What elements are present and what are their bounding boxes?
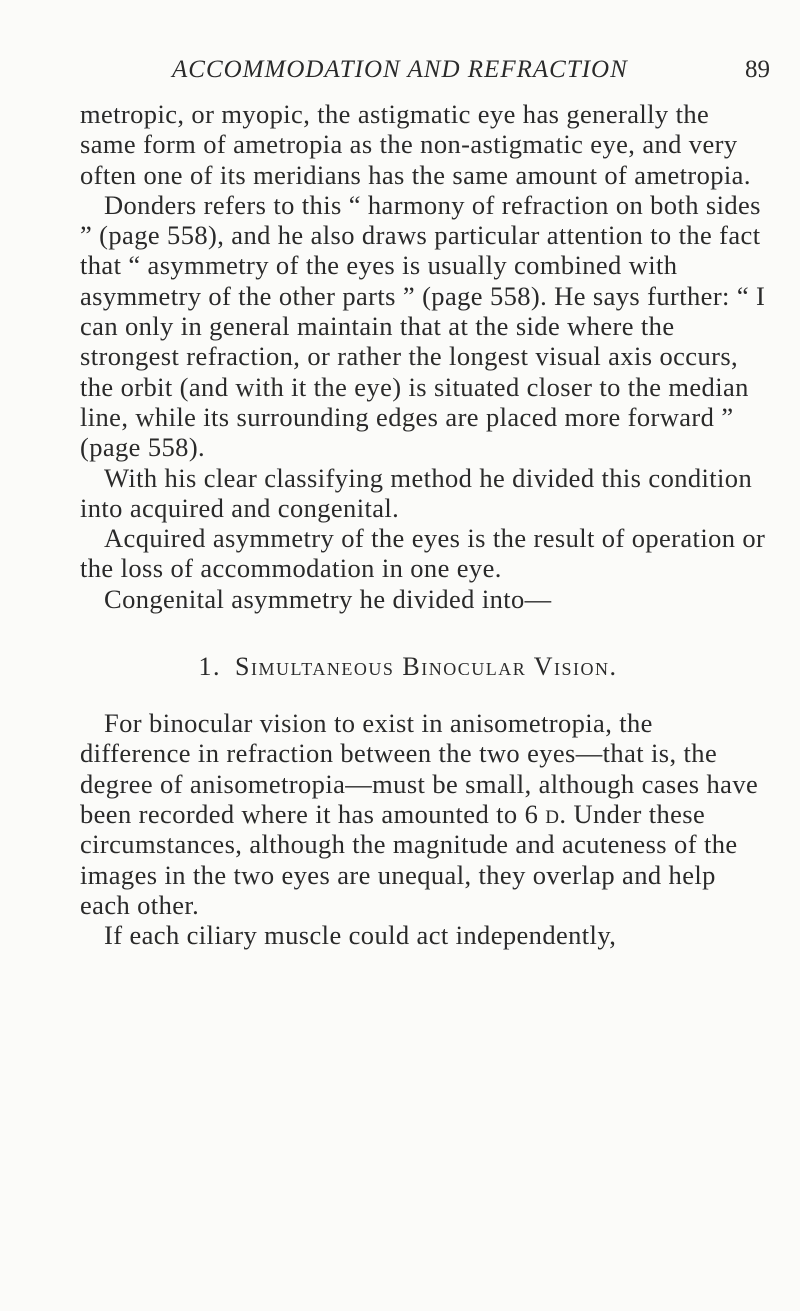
paragraph-3: With his clear classifying method he divided this condition into acquired and congenital. [80,462,753,523]
paragraph-7: If each ciliary muscle could act independently, [104,920,617,951]
section-title: Simultaneous Binocular Vision. [235,652,618,682]
paragraph-6-text-a: For binocular vision to exist in anisometropia, the difference in refraction between the two eyes—that is, the degree of anisometropia—must be small, although cases have been recorded where it has amounted to 6 [80,708,759,829]
running-title: ACCOMMODATION AND REFRACTION [172,56,628,83]
diopter-unit: d. [545,798,567,829]
paragraph-6-text-b: Under these circumstances, although the magnitude and acuteness of the images in the two eyes are unequal, they overlap and help each other. [80,798,738,920]
book-page [80,56,770,950]
section-number: 1. [198,652,221,682]
paragraph-2: Donders refers to this “ harmony of refraction on both sides ” (page 558), and he also draws particular attention to the fact that “ asymmetry of the eyes is usually combined with asymmetry of the other parts ” (page 558). He says further: “ I can only in general maintain that at the side where the strongest refraction, or rather the longest visual axis occurs, the orbit (and with it the eye) is situated closer to the median line, while its surrounding edges are placed more forward ” (page 558). [80,189,766,463]
page-number: 89 [745,56,770,83]
paragraph-5: Congenital asymmetry he divided into— [104,583,552,614]
running-head [80,56,770,96]
paragraph-4: Acquired asymmetry of the eyes is the result of operation or the loss of accommodation in one eye. [80,523,766,584]
paragraph-1: metropic, or myopic, the astigmatic eye has generally the same form of ametropia as the non-astigmatic eye, and very often one of its meridians has the same amount of ametropia. [80,99,751,190]
paragraph-6 [80,708,770,920]
section-heading [80,652,770,682]
